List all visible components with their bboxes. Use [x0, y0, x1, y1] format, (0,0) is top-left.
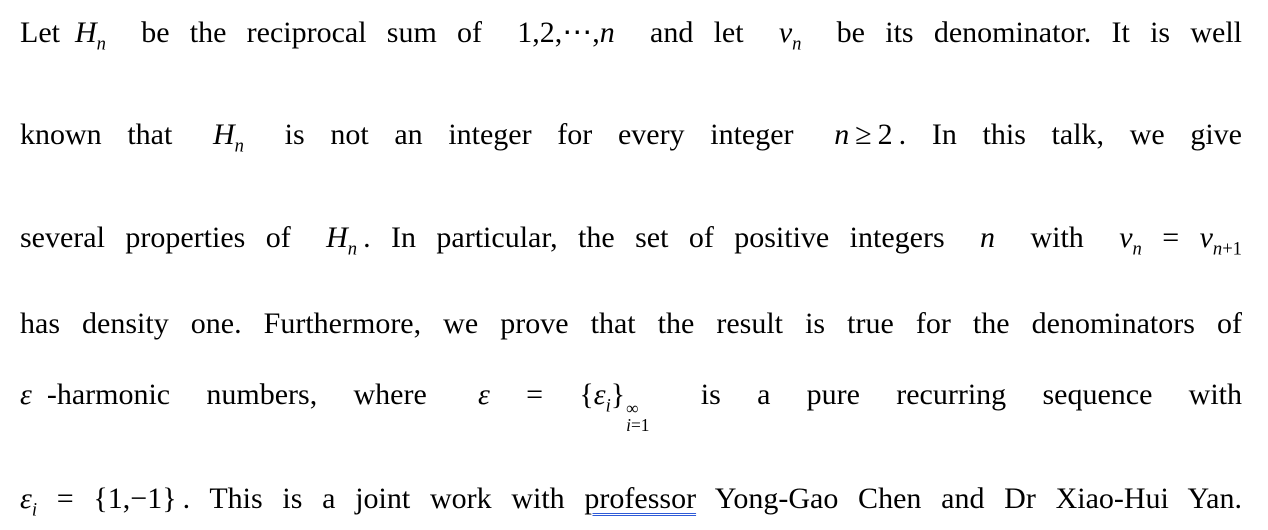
text-run: Yong-Gao Chen and Dr Xiao-Hui Yan. — [696, 482, 1242, 516]
subscript: n — [96, 33, 106, 55]
text-run: with — [995, 220, 1120, 254]
text-line — [20, 14, 1242, 63]
text-run: Let — [20, 16, 75, 49]
text-run: is not an integer for every integer — [243, 118, 835, 152]
text-line — [20, 219, 1242, 268]
text-run: is a pure recurring sequence with — [649, 378, 1242, 412]
grammar-underlined-word: professor — [584, 482, 697, 516]
text-run: be its denominator. It is well — [801, 16, 1242, 49]
subscript — [626, 414, 650, 435]
math-variable: n — [599, 16, 615, 49]
math-variable: ε — [593, 378, 606, 412]
math-variable: v — [778, 16, 793, 49]
subscript: i — [31, 499, 37, 521]
text-run: . In particular, the set of positive integers — [357, 220, 981, 254]
subscript: i — [605, 395, 611, 417]
text-run: } — [610, 378, 626, 412]
limits-stack — [626, 400, 649, 433]
text-run: 1,2,⋯, — [517, 16, 600, 49]
subscript: n — [234, 135, 244, 157]
text-line — [20, 480, 1242, 529]
subscript: +1 — [1222, 238, 1242, 260]
text-line — [20, 116, 1242, 165]
math-variable: n — [980, 220, 996, 254]
text-line — [20, 376, 1242, 433]
math-variable: ε — [20, 378, 32, 412]
math-variable: ε — [20, 482, 32, 516]
text-run: and let — [614, 16, 779, 49]
subscript: n — [347, 238, 358, 260]
text-run: has density one. Furthermore, we prove that the result is true for the denominators of — [20, 307, 1242, 341]
math-variable: H — [74, 16, 97, 49]
math-variable: v — [1199, 220, 1213, 254]
text-run: = {1,−1} . This is a joint work with — [37, 482, 585, 516]
math-variable: v — [1119, 220, 1133, 254]
text-run: known that — [20, 118, 213, 152]
abstract-lines — [20, 14, 1242, 530]
text-run: ≥ 2 . In this talk, we give — [849, 118, 1243, 152]
superscript: ∞ — [626, 398, 639, 419]
math-variable: ε — [478, 378, 490, 412]
math-variable: n — [834, 118, 850, 152]
subscript: n — [792, 33, 802, 55]
subscript: n — [1132, 238, 1142, 260]
text-run: several properties of — [20, 220, 327, 254]
text-run: = — [1141, 220, 1200, 254]
math-variable: H — [326, 220, 348, 254]
text-run: be the reciprocal sum of — [105, 16, 518, 49]
text-run: =1 — [631, 414, 650, 435]
subscript: n — [1212, 238, 1223, 260]
math-variable: H — [213, 118, 235, 152]
text-run: = { — [489, 378, 594, 412]
text-run: -harmonic numbers, where — [31, 378, 479, 412]
math-variable: i — [626, 414, 631, 435]
text-line — [20, 305, 1242, 343]
